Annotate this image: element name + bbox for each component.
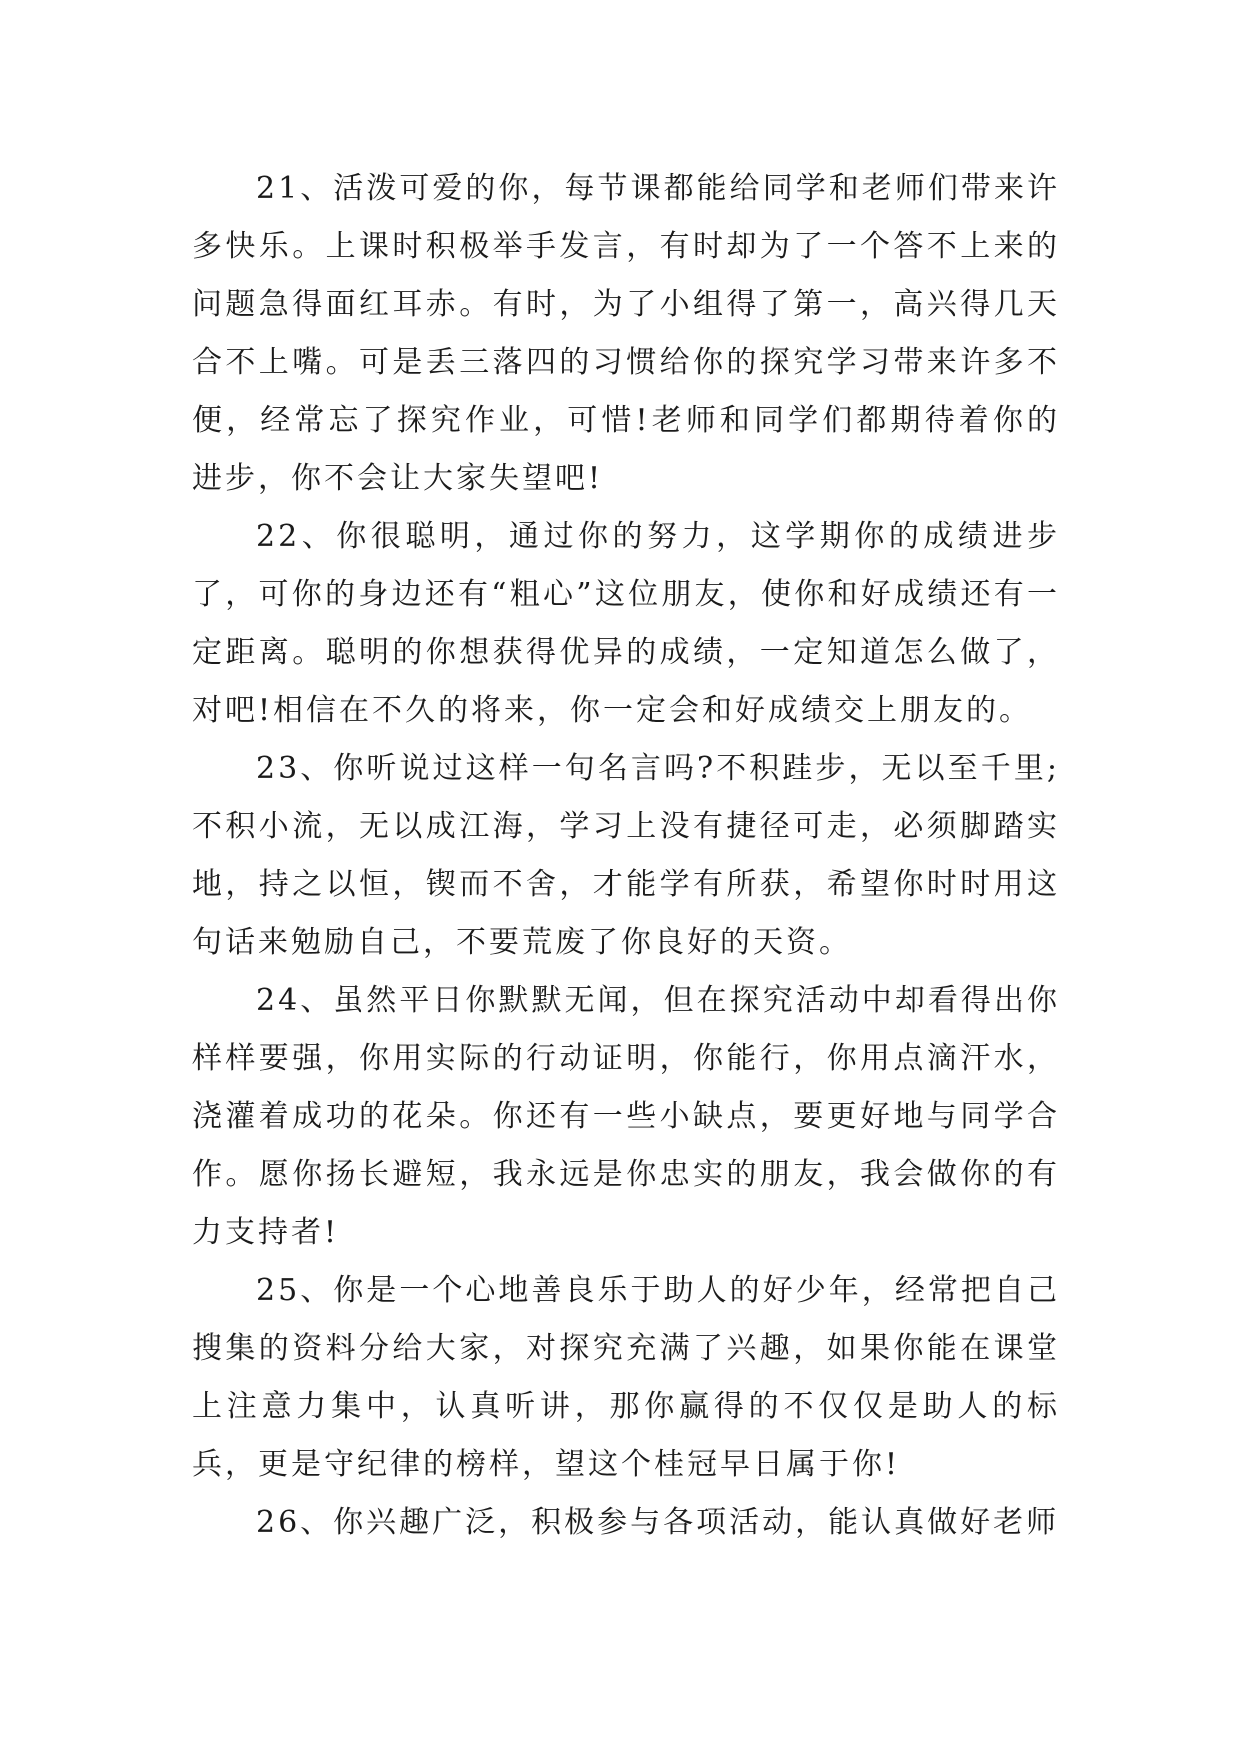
comment-paragraph-26: 26、你兴趣广泛，积极参与各项活动，能认真做好老师 — [256, 1505, 1060, 1540]
document-body — [192, 160, 1060, 1552]
comment-paragraph-21: 21、活泼可爱的你，每节课都能给同学和老师们带来许多快乐。上课时积极举手发言，有时却为了一个答不上来的问题急得面红耳赤。有时，为了小组得了第一，高兴得几天合不上嘴。可是丢三落四的习惯给你的探究学习带来许多不便，经常忘了探究作业，可惜!老师和同学们都期待着你的进步，你不会让大家失望吧! — [192, 171, 1060, 496]
comment-paragraph-23: 23、你听说过这样一句名言吗?不积跬步，无以至千里;不积小流，无以成江海，学习上没有捷径可走，必须脚踏实地，持之以恒，锲而不舍，才能学有所获，希望你时时用这句话来勉励自己，不要荒废了你良好的天资。 — [192, 751, 1060, 960]
comment-paragraph-24: 24、虽然平日你默默无闻，但在探究活动中却看得出你样样要强，你用实际的行动证明，你能行，你用点滴汗水，浇灌着成功的花朵。你还有一些小缺点，要更好地与同学合作。愿你扬长避短，我永远是你忠实的朋友，我会做你的有力支持者! — [192, 983, 1060, 1250]
comment-paragraph-22: 22、你很聪明，通过你的努力，这学期你的成绩进步了，可你的身边还有“粗心”这位朋友，使你和好成绩还有一定距离。聪明的你想获得优异的成绩，一定知道怎么做了，对吧!相信在不久的将来，你一定会和好成绩交上朋友的。 — [192, 519, 1060, 728]
comment-paragraph-25: 25、你是一个心地善良乐于助人的好少年，经常把自己搜集的资料分给大家，对探究充满了兴趣，如果你能在课堂上注意力集中，认真听讲，那你赢得的不仅仅是助人的标兵，更是守纪律的榜样，望这个桂冠早日属于你! — [192, 1273, 1060, 1482]
